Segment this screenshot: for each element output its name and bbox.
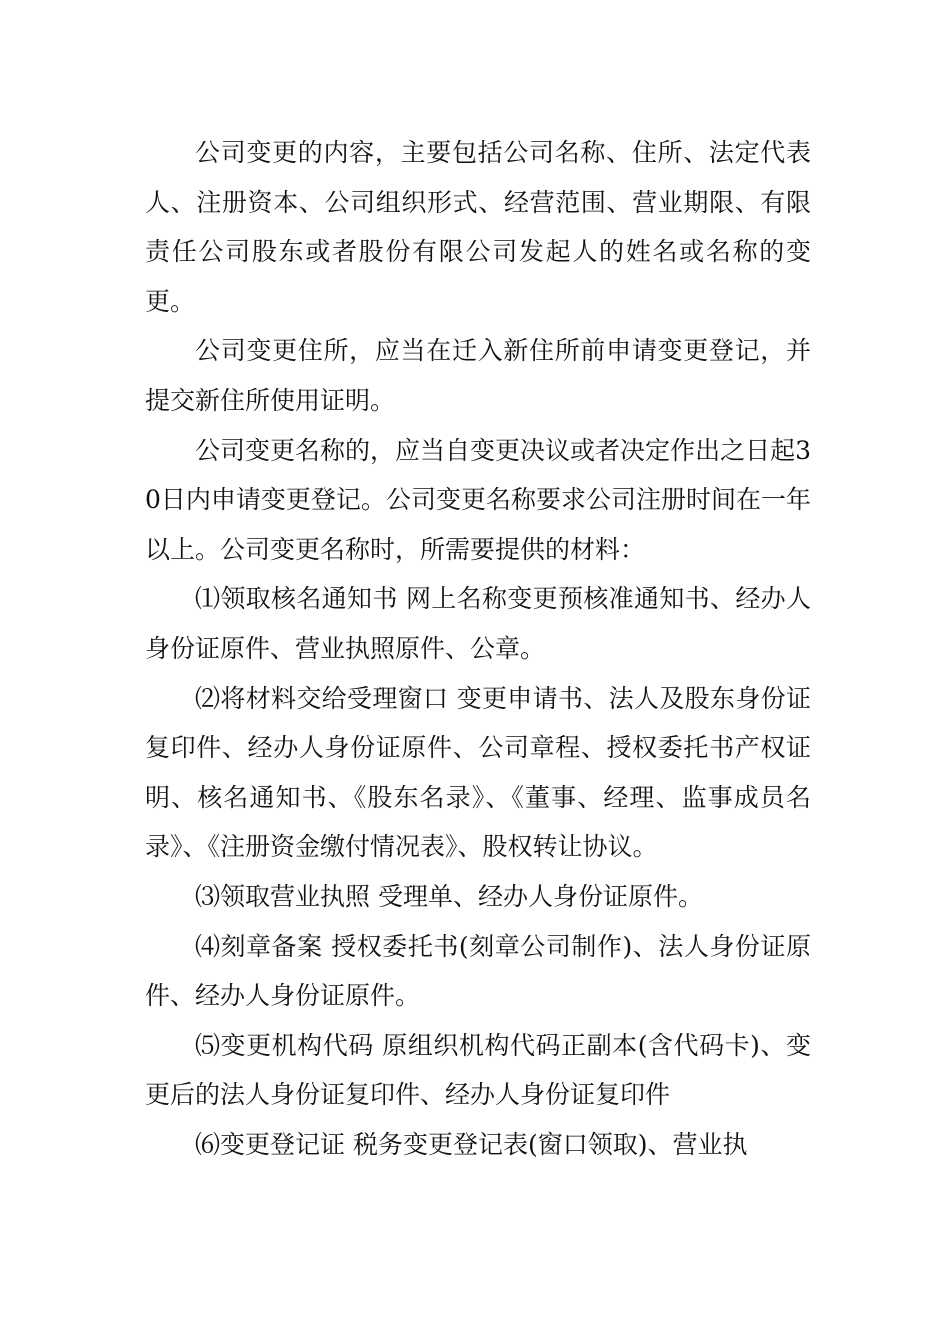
paragraph-step-2: ⑵将材料交给受理窗口 变更申请书、法人及股东身份证复印件、经办人身份证原件、公司章程、授权委托书产权证明、核名通知书、《股东名录》、《董事、经理、监事成员名录》、《注册资金缴付情况表》、股权转让协议。 — [145, 683, 811, 862]
paragraph-step-5: ⑸变更机构代码 原组织机构代码正副本(含代码卡)、变更后的法人身份证复印件、经办人身份证复印件 — [145, 1030, 811, 1110]
paragraph-step-4: ⑷刻章备案 授权委托书(刻章公司制作)、法人身份证原件、经办人身份证原件。 — [145, 931, 811, 1011]
document-body — [145, 128, 811, 1169]
paragraph-step-3: ⑶领取营业执照 受理单、经办人身份证原件。 — [195, 881, 703, 911]
paragraph-step-1: ⑴领取核名通知书 网上名称变更预核准通知书、经办人身份证原件、营业执照原件、公章。 — [145, 584, 811, 663]
paragraph-change-contents: 公司变更的内容，主要包括公司名称、住所、法定代表人、注册资本、公司组织形式、经营范围、营业期限、有限责任公司股东或者股份有限公司发起人的姓名或名称的变更。 — [145, 138, 811, 316]
paragraph-change-address: 公司变更住所，应当在迁入新住所前申请变更登记，并提交新住所使用证明。 — [145, 336, 811, 415]
paragraph-change-name: 公司变更名称的，应当自变更决议或者决定作出之日起30日内申请变更登记。公司变更名称要求公司注册时间在一年以上。公司变更名称时，所需要提供的材料： — [145, 435, 811, 564]
paragraph-step-6: ⑹变更登记证 税务变更登记表(窗口领取)、营业执 — [195, 1129, 748, 1159]
